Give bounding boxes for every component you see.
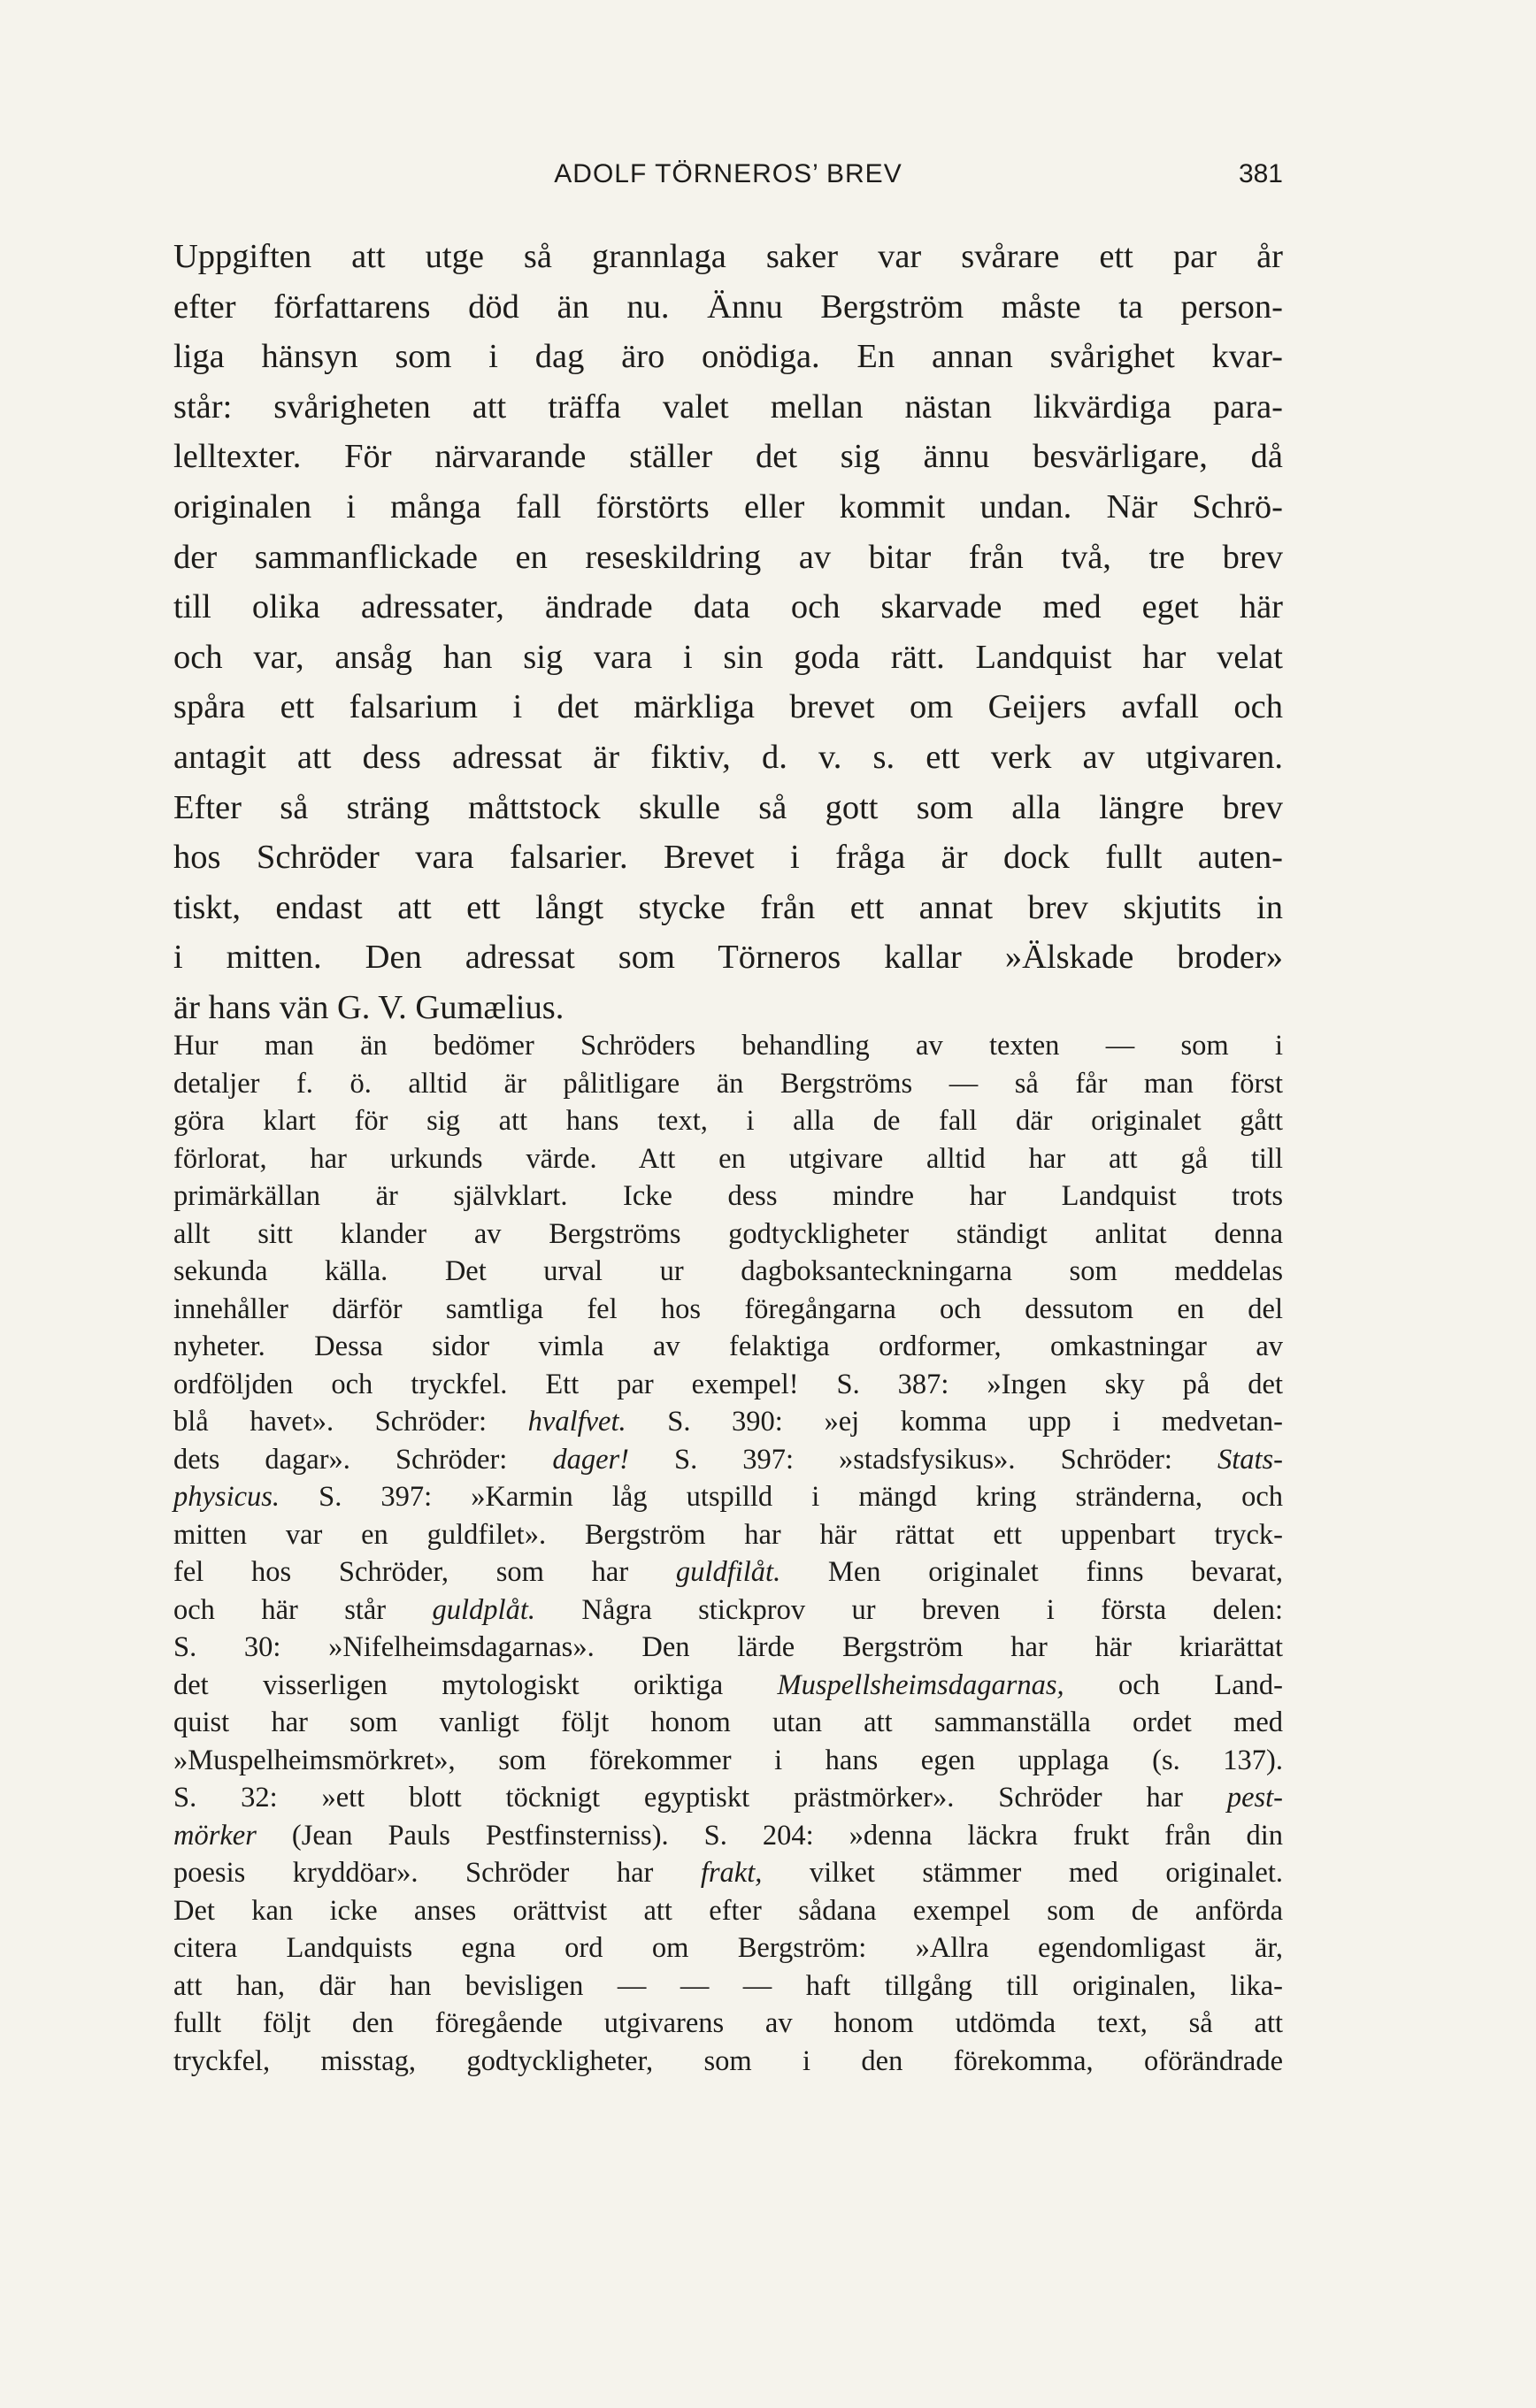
paragraph-small-print xyxy=(173,1027,1283,2080)
text-segment: S. 397: »Karmin låg utspilld i mängd kring stränderna, och xyxy=(280,1481,1283,1513)
italic-segment: Stats- xyxy=(1217,1443,1283,1476)
text-line: mitten var en guldfilet». Bergström har här rättat ett uppenbart tryck- xyxy=(173,1518,1283,1551)
italic-segment: mörker xyxy=(173,1819,257,1852)
italic-segment: guldfilåt. xyxy=(675,1556,781,1588)
text-line: S. 30: »Nifelheimsdagarnas». Den lärde Bergström har här kriarättat xyxy=(173,1631,1283,1663)
text-line: står: svårigheten att träffa valet mellan nästan likvärdiga para- xyxy=(173,387,1283,426)
text-line: ordföljden och tryckfel. Ett par exempel! S. 387: »Ingen sky på det xyxy=(173,1368,1283,1400)
text-segment: och här står xyxy=(173,1593,433,1626)
running-title: ADOLF TÖRNEROS’ BREV xyxy=(554,159,902,188)
text-line: detaljer f. ö. alltid är pålitligare än Bergströms — så får man först xyxy=(173,1067,1283,1100)
italic-segment: guldplåt. xyxy=(432,1593,535,1626)
text-segment: poesis kryddöar». Schröder har xyxy=(173,1857,701,1889)
text-line xyxy=(173,1817,1283,1855)
text-segment: (Jean Pauls Pestfinsterniss). S. 204: »denna läckra frukt från din xyxy=(256,1819,1283,1852)
text-line: är hans vän G. V. Gumælius. xyxy=(173,988,564,1026)
text-segment: Några stickprov ur breven i första delen: xyxy=(534,1593,1283,1626)
text-line: originalen i många fall förstörts eller kommit undan. När Schrö- xyxy=(173,487,1283,525)
text-line: quist har som vanligt följt honom utan att sammanställa ordet med xyxy=(173,1706,1283,1738)
text-line: spåra ett falsarium i det märkliga brevet om Geijers avfall och xyxy=(173,688,1283,726)
text-line xyxy=(173,1441,1283,1479)
text-line xyxy=(173,1403,1283,1441)
text-line: Efter så sträng måttstock skulle så gott som alla längre brev xyxy=(173,788,1283,826)
text-segment: och Land- xyxy=(1064,1668,1283,1701)
text-line: att han, där han bevisligen — — — haft tillgång till originalen, lika- xyxy=(173,1969,1283,2002)
italic-segment: frakt, xyxy=(700,1857,763,1889)
text-line: allt sitt klander av Bergströms godtyckligheter ständigt anlitat denna xyxy=(173,1217,1283,1250)
text-line: innehåller därför samtliga fel hos föregångarna och dessutom en del xyxy=(173,1292,1283,1325)
text-line: göra klart för sig att hans text, i alla de fall där originalet gått xyxy=(173,1105,1283,1137)
text-line: fullt följt den föregående utgivarens av honom utdömda text, så att xyxy=(173,2007,1283,2039)
page-header xyxy=(173,159,1283,203)
text-segment: S. 390: »ej komma upp i medvetan- xyxy=(626,1406,1284,1438)
text-line: liga hänsyn som i dag äro onödiga. En annan svårighet kvar- xyxy=(173,338,1283,376)
text-line: efter författarens död än nu. Ännu Bergström måste ta person- xyxy=(173,288,1283,326)
text-line: hos Schröder vara falsarier. Brevet i fråga är dock fullt auten- xyxy=(173,839,1283,877)
italic-segment: Muspellsheimsdagarnas, xyxy=(777,1668,1064,1701)
text-line: lelltexter. För närvarande ställer det sig ännu besvärligare, då xyxy=(173,438,1283,476)
text-segment: S. 32: »ett blott töcknigt egyptiskt prästmörker». Schröder har xyxy=(173,1782,1227,1814)
text-line xyxy=(173,1591,1283,1630)
text-line: tryckfel, misstag, godtyckligheter, som i den förekomma, oförändrade xyxy=(173,2044,1283,2077)
text-segment: dets dagar». Schröder: xyxy=(173,1443,553,1476)
text-segment: Men originalet finns bevarat, xyxy=(780,1556,1283,1588)
text-line: sekunda källa. Det urval ur dagboksanteckningarna som meddelas xyxy=(173,1255,1283,1287)
italic-segment: hvalfvet. xyxy=(527,1406,626,1438)
text-segment: det visserligen mytologiskt oriktiga xyxy=(173,1668,778,1701)
text-segment: blå havet». Schröder: xyxy=(173,1406,528,1438)
text-line: Hur man än bedömer Schröders behandling av texten — som i xyxy=(173,1030,1283,1062)
text-line: i mitten. Den adressat som Törneros kallar »Älskade broder» xyxy=(173,939,1283,977)
text-segment: vilket stämmer med originalet. xyxy=(762,1857,1284,1889)
paragraph-main xyxy=(173,232,1283,1033)
text-line xyxy=(173,1779,1283,1817)
text-line: förlorat, har urkunds värde. Att en utgivare alltid har att gå till xyxy=(173,1142,1283,1175)
text-line xyxy=(173,1553,1283,1591)
text-line xyxy=(173,1854,1283,1892)
page-number: 381 xyxy=(1238,159,1283,188)
text-line: der sammanflickade en reseskildring av bitar från två, tre brev xyxy=(173,538,1283,576)
text-line: primärkällan är självklart. Icke dess mindre har Landquist trots xyxy=(173,1180,1283,1212)
italic-segment: physicus. xyxy=(173,1481,280,1513)
text-line: tiskt, endast att ett långt stycke från ett annat brev skjutits in xyxy=(173,888,1283,926)
text-line: Det kan icke anses orättvist att efter sådana exempel som de anförda xyxy=(173,1894,1283,1927)
italic-segment: pest- xyxy=(1226,1782,1283,1814)
text-line xyxy=(173,1478,1283,1516)
text-line xyxy=(173,1667,1283,1705)
text-segment: fel hos Schröder, som har xyxy=(173,1556,676,1588)
text-line: nyheter. Dessa sidor vimla av felaktiga ordformer, omkastningar av xyxy=(173,1331,1283,1362)
text-line: och var, ansåg han sig vara i sin goda rätt. Landquist har velat xyxy=(173,638,1283,676)
text-line: till olika adressater, ändrade data och skarvade med eget här xyxy=(173,588,1283,626)
text-segment: S. 397: »stadsfysikus». Schröder: xyxy=(628,1443,1217,1476)
text-line: Uppgiften att utge så grannlaga saker var svårare ett par år xyxy=(173,238,1283,275)
text-line: »Muspelheimsmörkret», som förekommer i hans egen upplaga (s. 137). xyxy=(173,1744,1283,1776)
text-line: antagit att dess adressat är fiktiv, d. v. s. ett verk av utgivaren. xyxy=(173,738,1283,776)
text-line: citera Landquists egna ord om Bergström: »Allra egendomligast är, xyxy=(173,1932,1283,1964)
italic-segment: dager! xyxy=(552,1443,629,1476)
